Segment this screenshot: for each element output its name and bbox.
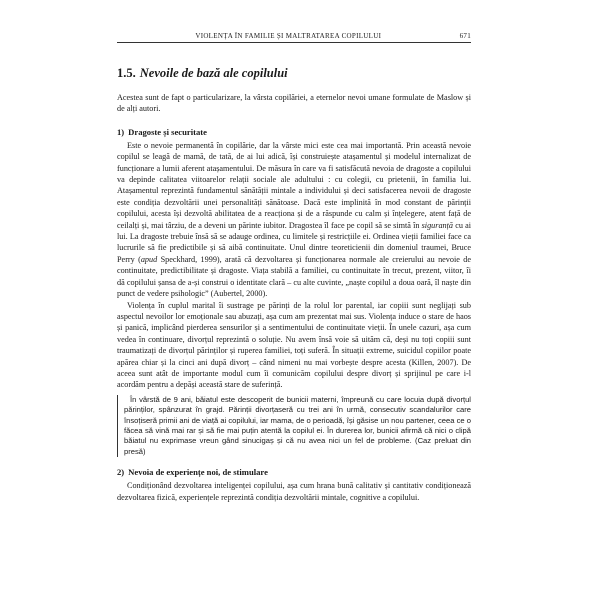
subsection-number-2: 2) — [117, 467, 125, 478]
subsection-heading-1 — [117, 127, 471, 138]
section-number: 1.5. — [117, 66, 136, 80]
paragraph-1-part-a: Este o nevoie permanentă în copilărie, dar la vârste mici este cea mai importantă. Prin această nevoie copilul se leagă de mamă, de tată, de ai lui adică, își construiește atașamentul și modelul internalizat de funcționare a lumii aferent atașamentului. De măsura în care va fi satisfăcută nevoia de dragoste a copilului va depinde calitatea viitoarelor relații sociale ale adultului : cu colegii, cu prietenii, în familia lui. Atașamentul reprezintă fundamentul sănătății mintale a individului și deci satisfacerea nevoii de dragoste este condiția dezvoltării unei personalități sănătoase. Dacă este implinită în mod constant de părinții copilului, acesta își dezvoltă abilitatea de a reacționa și de a răspunde cu calm și înțelegere, atent față de ceilalți și, mai târziu, de a deveni un părinte iubitor. Dragostea îl face pe copil să se simtă în — [117, 140, 471, 230]
body-paragraph-2: Violența în cuplul marital îi sustrage pe părinți de la rolul lor parental, iar copiii sunt neglijați sub aspectul nevoilor lor emoționale sau abuzați, așa cum am prezentat mai sus. Violența induce o stare de haos și panică, implicând pierderea sensurilor și a sentimentului de continuitate vieții. În unele cazuri, așa cum vedea în continuare, divorțul reprezintă o soluție. Nu avem însă voie să uităm că, deși nu toți copiii sunt traumatizați de divorțul părinților și ruperea familiei, toți suferă. În situații extreme, suicidul copiilor poate apărea chiar și la cinci ani după divorț – când nimeni nu mai vorbește despre acesta (Killen, 2007). De aceea sunt atât de importante modul cum îi comunicăm copilului despre divorț și sprijinul pe care i-l acordăm pentru a depăși această stare de suferință. — [117, 300, 471, 390]
intro-paragraph: Acestea sunt de fapt o particularizare, la vârsta copilăriei, a eternelor nevoi umane formulate de Maslow și de alți autori. — [117, 93, 471, 114]
emphasis-apud: apud — [140, 254, 158, 264]
subsection-number-1: 1) — [117, 126, 125, 137]
subsection-title-1: Dragoste și securitate — [128, 126, 207, 137]
paragraph-1-part-c: Speckhard, 1999), arată că dezvoltarea și funcționarea normale ale creierului au nevoie de continuitate, predictibilitate și dragoste. Viața stabilă a familiei, cu continuitate în trecut, prezent, viitor, îi dă copilului șansa de a-și construi o identitate clară – cu alte cuvinte, „naște copilul a doua oară, îl naște din punct de vedere psihologic” (Aubertel, 2000). — [117, 254, 471, 299]
subsection-heading-2 — [117, 467, 471, 478]
emphasis-siguranta: siguranță — [421, 220, 454, 230]
case-study-box: În vârstă de 9 ani, băiatul este descoperit de bunicii materni, împreună cu care locuia după divorțul părinților, spânzurat în grajd. Părinții divorțaseră cu trei ani în urmă, consecutiv scandalurilor care însoțiseră primii ani de viață ai copilului, iar mama, de o perioadă, își găsise un nou partener, ceea ce o făcea să vină mai rar și să fie mai puțin atentă la copilul ei. În durerea lor, bunicii afirmă că nici o clipă băiatul nu exprimase vreun gând sinucigaș și că nu avea nici un fel de probleme. (Caz preluat din presă) — [117, 395, 471, 457]
body-paragraph-1 — [117, 140, 471, 300]
running-head — [117, 32, 471, 43]
book-page — [117, 32, 471, 600]
section-title-text: Nevoile de bază ale copilului — [139, 66, 288, 80]
running-head-title: VIOLENȚA ÎN FAMILIE ȘI MALTRATAREA COPILULUI — [195, 32, 382, 40]
paragraph-1-part-b: cu ai lui. La dragoste trebuie însă să se adauge ordinea, cu limitele și restricțiile ei. Ordinea vieții familiei face ca lucrurile să fie predictibile și să aibă continuitate. Unul dintre teoreticienii din domeniul traumei, Bruce Perry ( — [117, 220, 471, 264]
page-number: 671 — [459, 32, 471, 40]
section-title — [117, 66, 471, 80]
subsection-title-2: Nevoia de experiențe noi, de stimulare — [128, 467, 268, 478]
body-paragraph-3: Condiționând dezvoltarea inteligenței copilului, așa cum hrana bună calitativ și cantitativ condiționează dezvoltarea fizică, experiențele reprezintă condiția dezvoltării mintale, cognitive a copilului. — [117, 481, 471, 502]
